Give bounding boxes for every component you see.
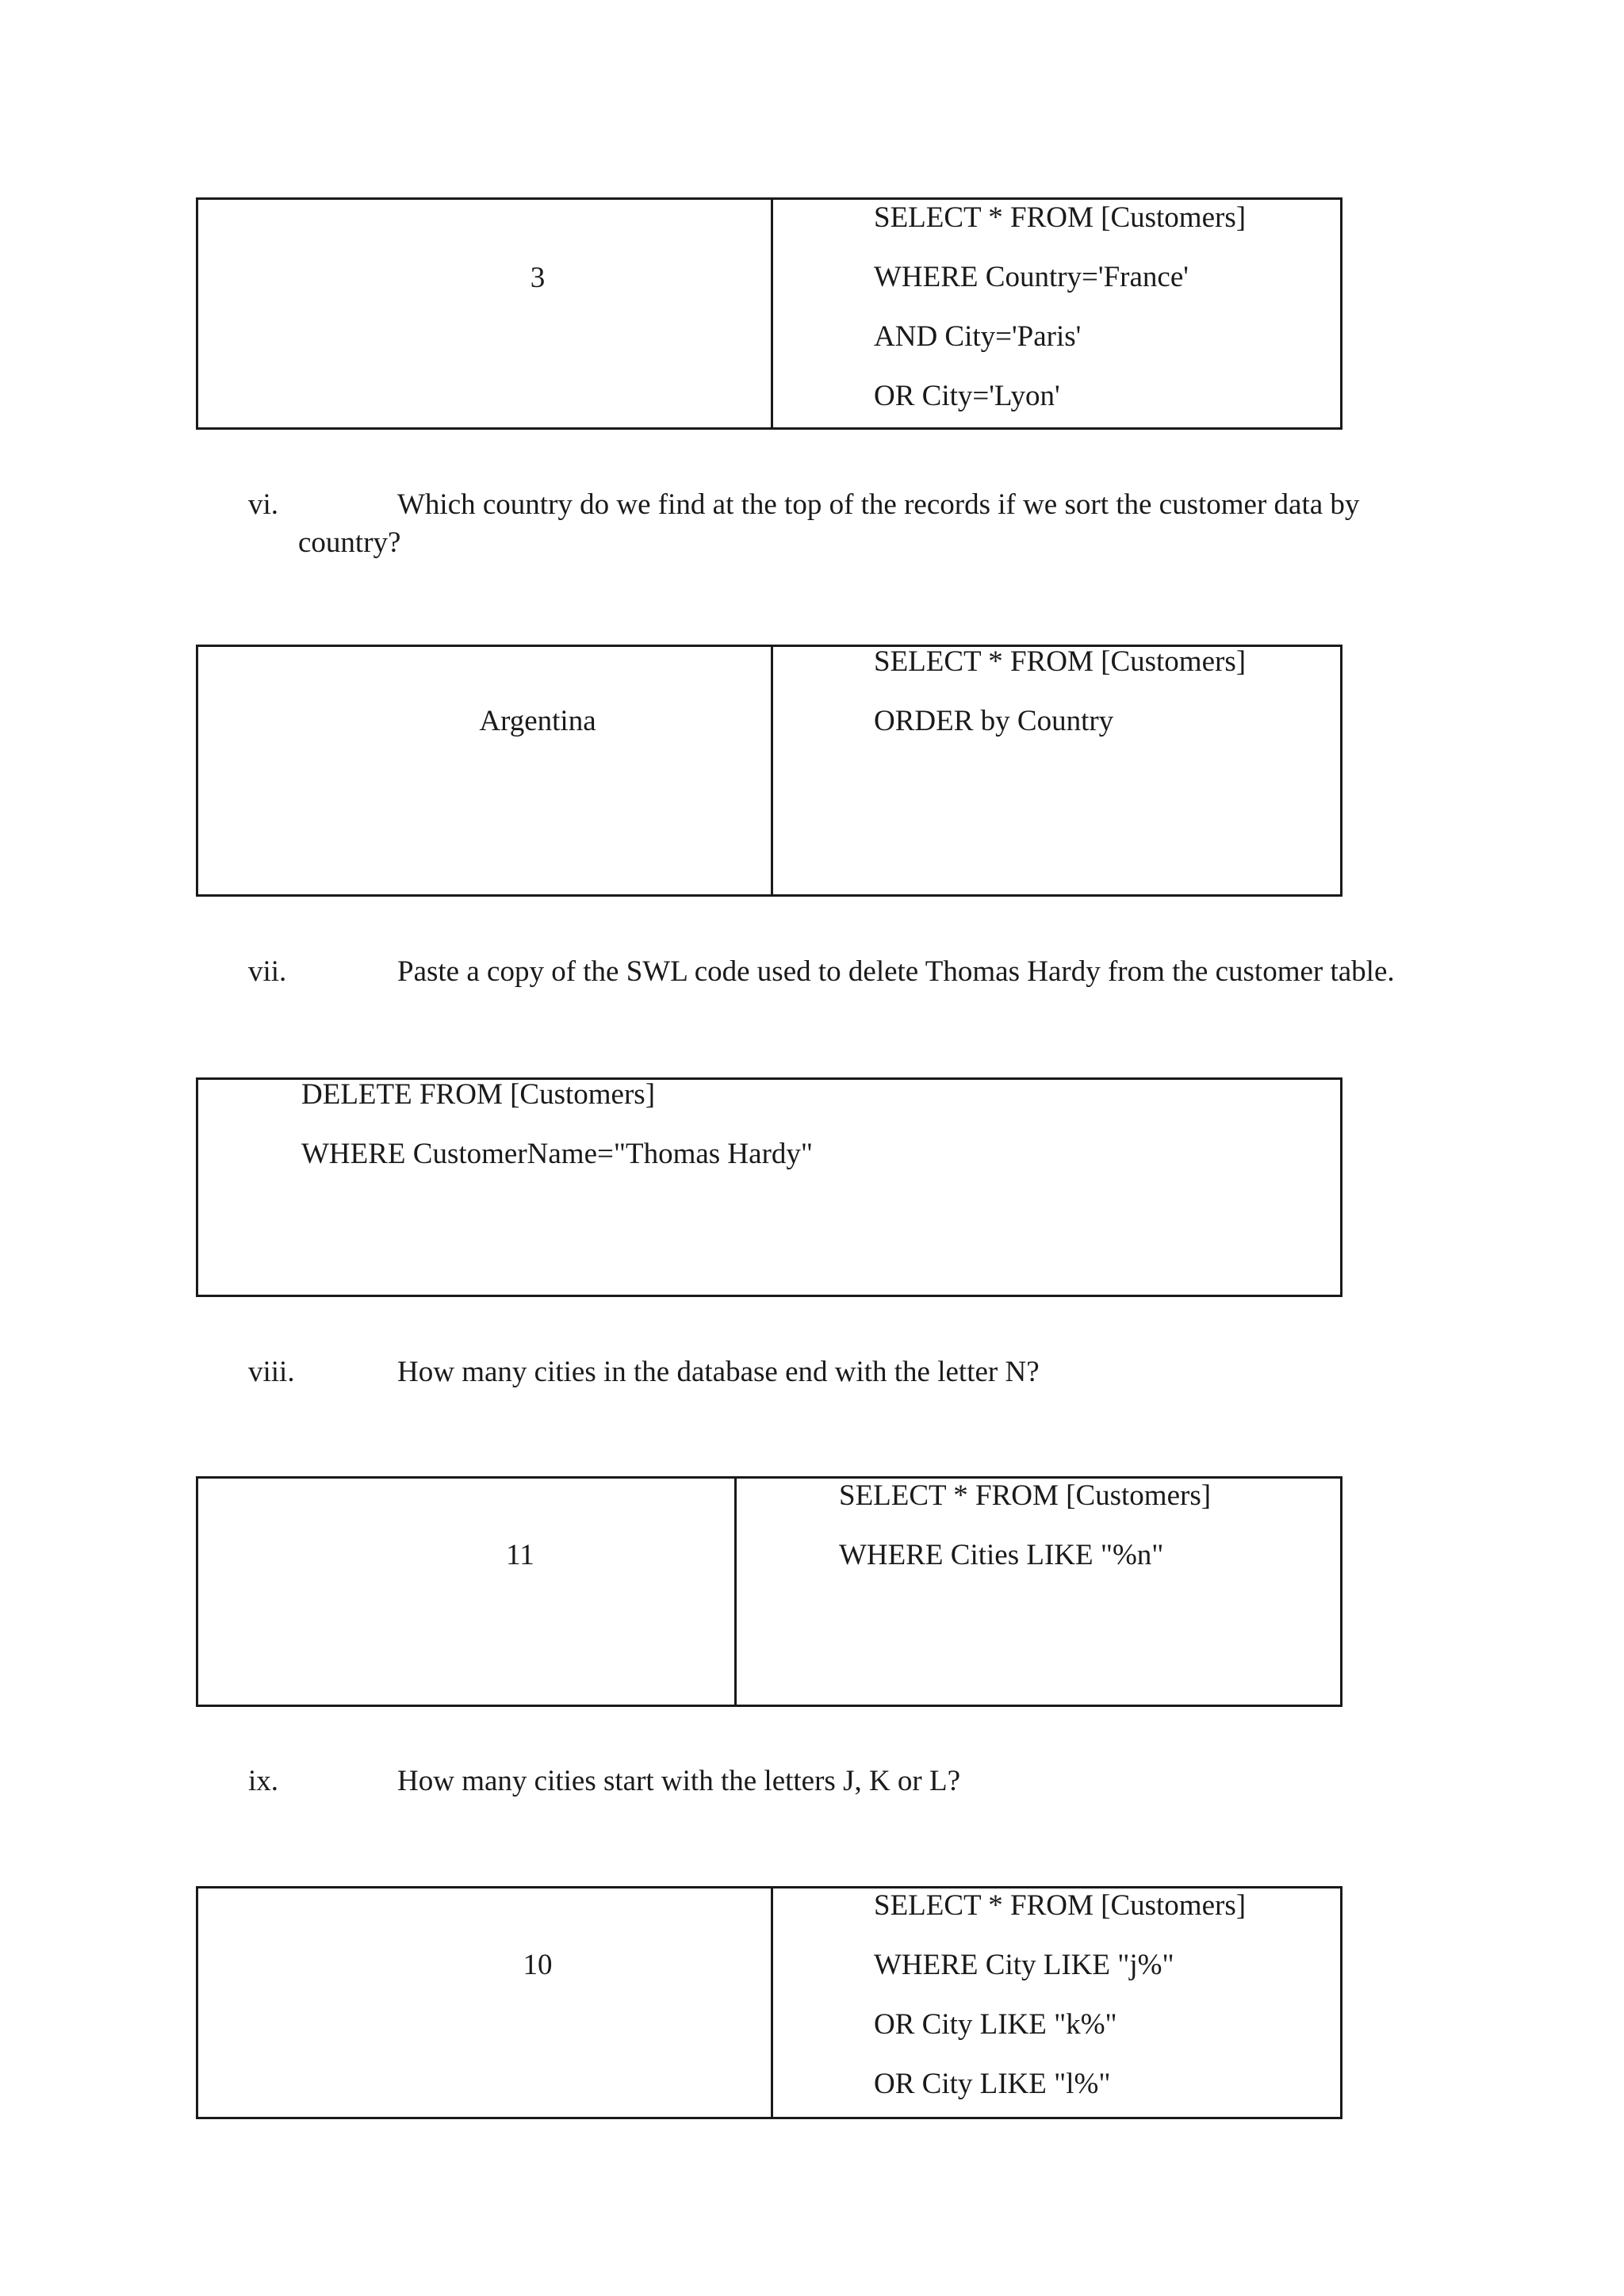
code-line: AND City='Paris' — [874, 320, 1082, 353]
answer-table-ix — [196, 1886, 1342, 2119]
question-number: ix. — [248, 1765, 279, 1797]
code-line: WHERE CustomerName="Thomas Hardy" — [301, 1138, 813, 1170]
code-line: WHERE Country='France' — [874, 261, 1189, 293]
code-line: SELECT * FROM [Customers] — [874, 645, 1247, 678]
question-text-continued: country? — [298, 526, 401, 559]
answer-table-viii — [196, 1476, 1342, 1707]
question-text: Which country do we find at the top of the records if we sort the customer data by — [397, 488, 1360, 521]
code-line: SELECT * FROM [Customers] — [839, 1479, 1212, 1512]
question-text: How many cities in the database end with the letter N? — [397, 1356, 1040, 1388]
question-text: Paste a copy of the SWL code used to delete Thomas Hardy from the customer table. — [397, 955, 1395, 988]
answer-cell: 11 — [506, 1539, 534, 1571]
answer-cell: Argentina — [479, 705, 596, 737]
code-line: OR City LIKE "l%" — [874, 2068, 1111, 2100]
table-divider — [771, 1888, 773, 2117]
code-line: OR City='Lyon' — [874, 380, 1060, 412]
question-number: vi. — [248, 488, 279, 521]
question-text: How many cities start with the letters J, K or L? — [397, 1765, 961, 1797]
code-line: WHERE City LIKE "j%" — [874, 1949, 1174, 1981]
answer-table-vi — [196, 645, 1342, 897]
answer-table-v — [196, 197, 1342, 430]
code-line: ORDER by Country — [874, 705, 1114, 737]
code-line: SELECT * FROM [Customers] — [874, 1889, 1247, 1922]
code-line: DELETE FROM [Customers] — [301, 1078, 656, 1111]
question-number: vii. — [248, 955, 287, 988]
table-divider — [734, 1479, 737, 1705]
code-line: SELECT * FROM [Customers] — [874, 201, 1247, 234]
question-number: viii. — [248, 1356, 295, 1388]
table-divider — [771, 647, 773, 894]
answer-table-vii — [196, 1077, 1342, 1297]
table-divider — [771, 200, 773, 427]
answer-cell: 10 — [523, 1949, 553, 1981]
code-line: OR City LIKE "k%" — [874, 2008, 1117, 2041]
code-line: WHERE Cities LIKE "%n" — [839, 1539, 1164, 1571]
answer-cell: 3 — [530, 262, 546, 294]
